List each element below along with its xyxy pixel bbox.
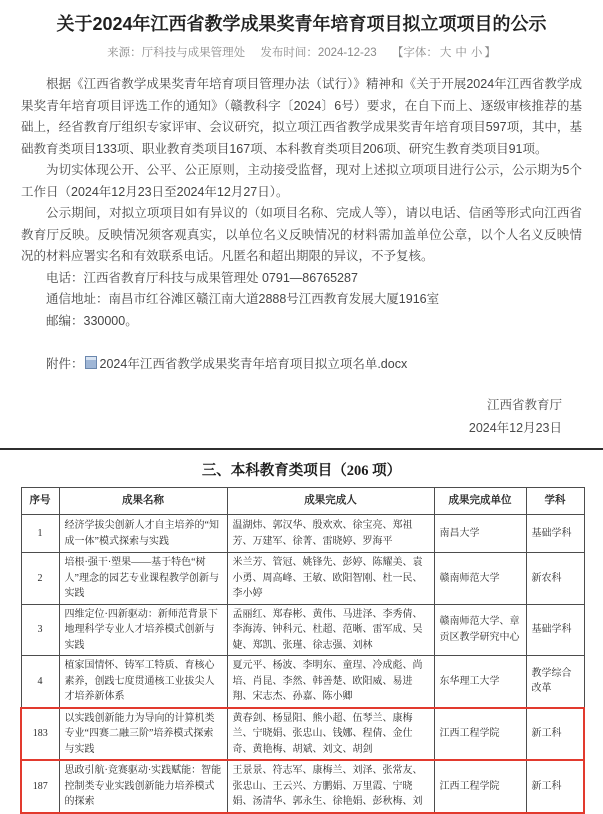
cell-index: 183 [21, 708, 59, 761]
cell-achievement-name: 思政引航·竞赛驱动·实践赋能：智能控制类专业实践创新能力培养模式的探索 [59, 760, 227, 813]
article-body [21, 74, 582, 440]
table-row-highlighted [21, 760, 584, 813]
meta-source: 来源：厅科技与成果管理处 [107, 47, 246, 60]
font-size-medium-button[interactable]: 中 [455, 47, 467, 60]
cell-index: 1 [21, 515, 59, 553]
cell-unit: 南昌大学 [434, 515, 526, 553]
column-header-completers: 成果完成人 [227, 488, 434, 515]
section-title: 三、本科教育类项目（206 项） [201, 463, 402, 480]
signature-org: 江西省教育厅 [486, 397, 562, 412]
cell-achievement-name: 四维定位·四新驱动：新师范背景下地理科学专业人才培养模式创新与实践 [59, 604, 227, 656]
table-row-highlighted [21, 708, 584, 761]
project-table [20, 487, 585, 814]
cell-completers: 米兰芳、管冠、姚锋先、彭婷、陈耀美、袁小勇、周高峰、王敏、欧阳智刚、杜一民、李小婷 [227, 553, 434, 605]
cell-index: 4 [21, 656, 59, 708]
meta-publish-time: 发布时间：2024-12-23 [260, 47, 377, 60]
paragraph-publicity-period: 为切实体现公开、公平、公正原则，主动接受监督，现对上述拟立项项目进行公示，公示期为5个工作日（2024年12月23日至2024年12月27日）。 [21, 163, 582, 199]
column-header-unit: 成果完成单位 [434, 488, 526, 515]
cell-unit: 赣南师范大学、章贡区教学研究中心 [434, 604, 526, 656]
cell-subject: 新农科 [526, 553, 584, 605]
font-size-small-button[interactable]: 小 [470, 47, 483, 60]
table-row [21, 553, 584, 605]
cell-index: 3 [21, 604, 59, 656]
cell-unit: 东华理工大学 [434, 656, 526, 708]
table-row [21, 604, 584, 656]
cell-subject: 教学综合改革 [526, 656, 584, 708]
cell-unit: 江西工程学院 [434, 760, 526, 813]
cell-subject: 基础学科 [526, 604, 584, 656]
table-row [21, 515, 584, 553]
cell-completers: 夏元平、杨波、李明东、童珵、冷成彪、尚培、肖昆、李然、韩善楚、欧阳威、易进翔、宋志杰、孙嘉、陈小卿 [227, 656, 434, 708]
column-header-index: 序号 [21, 488, 59, 515]
cell-achievement-name: 植家国情怀、铸军工特质、育核心素养，创践七度贯通核工业拔尖人才培养新体系 [59, 656, 227, 708]
font-size-controls [392, 47, 496, 59]
column-header-subject: 学科 [526, 488, 584, 515]
cell-index: 187 [21, 760, 59, 813]
cell-achievement-name: 以实践创新能力为导向的计算机类专业“四赛二融三阶”培养模式探索与实践 [59, 708, 227, 761]
cell-completers: 温湖炜、郭汉华、殷欢欢、徐宝亮、郑祖芳、万建军、徐菁、雷晓婷、罗海平 [227, 515, 434, 553]
attachment-label: 附件： [46, 357, 84, 372]
cell-achievement-name: 经济学拔尖创新人才自主培养的“知成一体”模式探索与实践 [59, 515, 227, 553]
cell-completers: 王景景、符志军、康梅兰、刘泽、张常友、张忠山、王云兴、方鹏娟、万里霞、宁晓娟、汤清华、郭永生、徐艳娟、彭秋梅、刘 [227, 760, 434, 813]
signature-date: 2024年12月23日 [468, 420, 562, 435]
document-icon [85, 356, 97, 369]
project-list-document [0, 459, 603, 814]
attachment-link[interactable]: 2024年江西省教学成果奖青年培育项目拟立项名单.docx [99, 357, 408, 372]
cell-completers: 黄春剑、杨显阳、熊小超、伍琴兰、康梅兰、宁晓娟、张忠山、钱娜、程倩、金仕奇、黄艳梅、胡斌、刘文、胡剑 [227, 708, 434, 761]
font-label-prefix: 【字体： [391, 47, 438, 60]
cell-index: 2 [21, 553, 59, 605]
paragraph-basis: 根据《江西省教学成果奖青年培育项目管理办法（试行）》精神和《关于开展2024年江西省教学成果奖青年培育项目评选工作的通知》（赣教科字〔2024〕6号）要求，在自下而上、逐级审核推荐的基础上，经省教育厅组织专家评审、会议研究，拟立项江西省教学成果奖青年培育项目597项，其中，基础教育类项目133项、职业教育类项目167项、本科教育类项目206项、研究生教育类项目91项。 [21, 77, 582, 156]
page-title: 关于2024年江西省教学成果奖青年培育项目拟立项项目的公示 [56, 14, 547, 34]
contact-address: 通信地址：南昌市红谷滩区赣江南大道2888号江西教育发展大厦1916室 [46, 292, 440, 307]
column-header-achievement-name: 成果名称 [59, 488, 227, 515]
cell-completers: 孟丽红、郑春彬、黄伟、马进泽、李秀倩、李海涛、钟科元、杜超、范晰、雷军成、吴婕、郑凯、张瑾、徐志强、刘林 [227, 604, 434, 656]
cell-unit: 赣南师范大学 [434, 553, 526, 605]
cell-unit: 江西工程学院 [434, 708, 526, 761]
cell-subject: 新工科 [526, 708, 584, 761]
signature-block [21, 394, 562, 440]
cell-subject: 新工科 [526, 760, 584, 813]
contact-phone: 电话：江西省教育厅科技与成果管理处 0791—86765287 [46, 270, 358, 285]
attachment-row [21, 354, 582, 376]
cell-achievement-name: 培根·强干·塑果——基于特色“树人”理念的园艺专业课程教学创新与实践 [59, 553, 227, 605]
paragraph-objection: 公示期间，对拟立项项目如有异议的（如项目名称、完成人等），请以电话、信函等形式向江西省教育厅反映。反映情况须客观真实，以单位名义反映情况的材料需加盖单位公章，以个人名义反映情况的材料应署实名和有效联系电话。凡匿名和超出期限的异议，不予复核。 [21, 206, 582, 264]
table-header-row [21, 488, 584, 515]
table-row [21, 656, 584, 708]
cell-subject: 基础学科 [526, 515, 584, 553]
font-size-large-button[interactable]: 大 [439, 47, 452, 60]
font-label-suffix: 】 [484, 47, 496, 60]
notice-page [0, 12, 603, 808]
section-divider [0, 448, 603, 450]
contact-postcode: 邮编：330000。 [46, 313, 138, 328]
article-meta [0, 44, 603, 60]
